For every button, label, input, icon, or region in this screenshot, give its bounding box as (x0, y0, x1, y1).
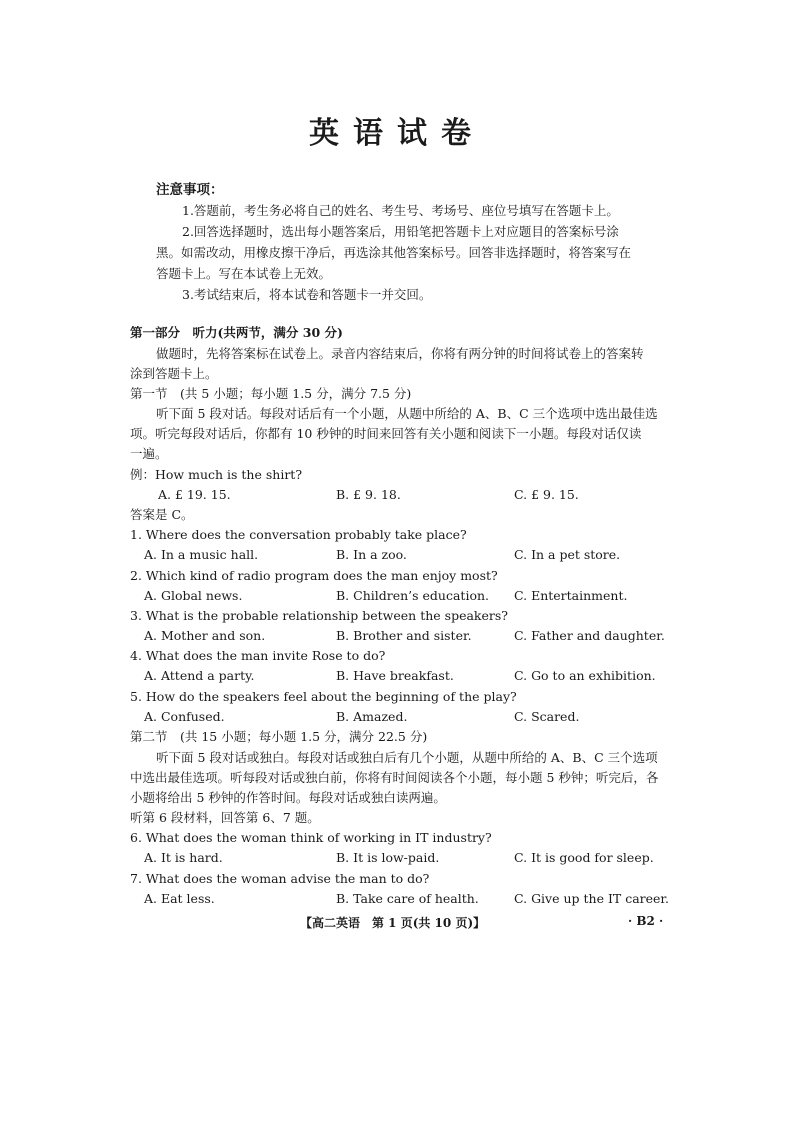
question-3-option-c: C. Father and daughter. (514, 628, 665, 643)
question-4-option-a: A. Attend a party. (144, 668, 255, 683)
question-6-option-c: C. It is good for sleep. (514, 850, 654, 865)
example-question: 例：How much is the shirt? (130, 467, 303, 482)
section1-instr-1: 听下面 5 段对话。每段对话后有一个小题，从题中所给的 A、B、C 三个选项中选出最佳选 (156, 406, 658, 421)
question-1-option-a: A. In a music hall. (144, 547, 259, 562)
notes-line-2: 2.回答选择题时，选出每小题答案后，用铅笔把答题卡上对应题目的答案标号涂 (182, 224, 619, 239)
question-4-option-c: C. Go to an exhibition. (514, 668, 656, 683)
part1-intro-1: 做题时，先将答案标在试卷上。录音内容结束后，你将有两分钟的时间将试卷上的答案转 (156, 346, 644, 361)
page-title: 英语试卷 (309, 116, 485, 151)
question-7-option-b: B. Take care of health. (336, 891, 479, 906)
section2-instr-1: 听下面 5 段对话或独白。每段对话或独白后有几个小题，从题中所给的 A、B、C 三个选项 (156, 750, 658, 765)
question-6: 6. What does the woman think of working in IT industry? (130, 830, 492, 845)
question-3: 3. What is the probable relationship between the speakers? (130, 608, 508, 623)
question-5: 5. How do the speakers feel about the beginning of the play? (130, 689, 517, 704)
question-7-option-c: C. Give up the IT career. (514, 891, 669, 906)
section1-instr-2: 项。听完每段对话后，你都有 10 秒钟的时间来回答有关小题和阅读下一小题。每段对话仅读 (130, 426, 642, 441)
example-option-a: A. £ 19. 15. (158, 487, 231, 502)
question-6-option-b: B. It is low-paid. (336, 850, 440, 865)
example-answer: 答案是 C。 (130, 507, 194, 522)
part1-intro-2: 涂到答题卡上。 (130, 366, 218, 381)
notes-line-3: 黑。如需改动，用橡皮擦干净后，再选涂其他答案标号。回答非选择题时，将答案写在 (156, 245, 632, 260)
question-2-option-b: B. Children’s education. (336, 588, 490, 603)
example-option-b: B. £ 9. 18. (336, 487, 401, 502)
section1-heading: 第一节 (共 5 小题；每小题 1.5 分，满分 7.5 分) (130, 386, 412, 401)
question-1-option-c: C. In a pet store. (514, 547, 621, 562)
notes-heading: 注意事项： (156, 182, 224, 198)
question-1: 1. Where does the conversation probably take place? (130, 527, 467, 542)
example-option-c: C. £ 9. 15. (514, 487, 579, 502)
question-1-option-b: B. In a zoo. (336, 547, 407, 562)
section2-material: 听第 6 段材料，回答第 6、7 题。 (130, 810, 320, 825)
question-2-option-c: C. Entertainment. (514, 588, 628, 603)
notes-line-4: 答题卡上。写在本试卷上无效。 (156, 266, 332, 281)
question-2-option-a: A. Global news. (144, 588, 243, 603)
question-2: 2. Which kind of radio program does the man enjoy most? (130, 568, 498, 583)
question-7: 7. What does the woman advise the man to do? (130, 871, 430, 886)
question-5-option-a: A. Confused. (144, 709, 225, 724)
question-7-option-a: A. Eat less. (144, 891, 215, 906)
page-footer: 【高二英语 第 1 页(共 10 页)】 (300, 916, 486, 930)
question-3-option-a: A. Mother and son. (144, 628, 266, 643)
section2-instr-3: 小题将给出 5 秒钟的作答时间。每段对话或独白读两遍。 (130, 790, 446, 805)
notes-line-1: 1.答题前，考生务必将自己的姓名、考生号、考场号、座位号填写在答题卡上。 (182, 203, 619, 218)
section2-heading: 第二节 (共 15 小题；每小题 1.5 分，满分 22.5 分) (130, 729, 428, 744)
question-4: 4. What does the man invite Rose to do? (130, 648, 386, 663)
question-6-option-a: A. It is hard. (144, 850, 223, 865)
question-3-option-b: B. Brother and sister. (336, 628, 472, 643)
question-5-option-c: C. Scared. (514, 709, 580, 724)
section2-instr-2: 中选出最佳选项。听每段对话或独白前，你将有时间阅读各个小题，每小题 5 秒钟；听完后，各 (130, 770, 659, 785)
notes-line-5: 3.考试结束后，将本试卷和答题卡一并交回。 (182, 287, 432, 302)
question-4-option-b: B. Have breakfast. (336, 668, 454, 683)
page-code: · B2 · (628, 914, 664, 928)
section1-instr-3: 一遍。 (130, 446, 168, 461)
question-5-option-b: B. Amazed. (336, 709, 408, 724)
part1-heading: 第一部分 听力(共两节，满分 30 分) (130, 325, 343, 340)
